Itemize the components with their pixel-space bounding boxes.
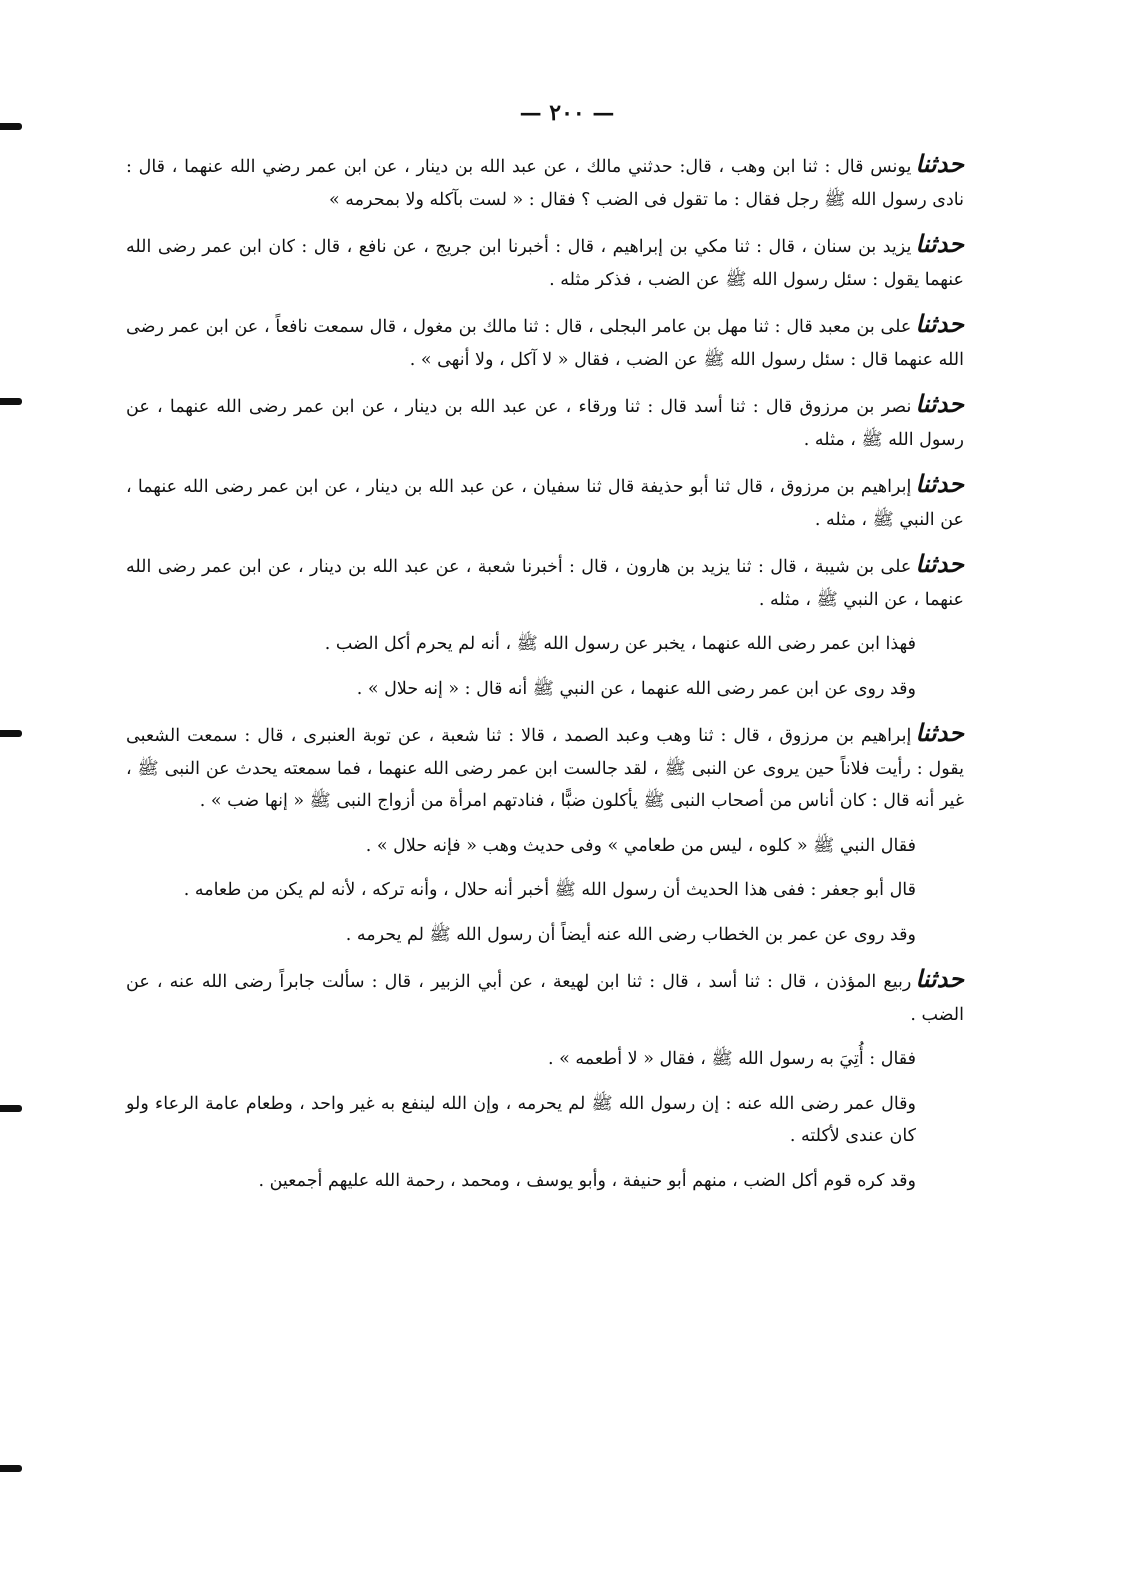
page-body	[126, 148, 964, 1197]
paragraph-text: وقد روى عن عمر بن الخطاب رضى الله عنه أيضاً أن رسول الله ﷺ لم يحرمه .	[345, 924, 916, 945]
lead-word: حدثنا	[915, 389, 964, 418]
hadith-paragraph	[126, 228, 964, 296]
commentary-paragraph	[126, 1165, 964, 1198]
commentary-paragraph	[126, 673, 964, 706]
paragraph-text: على بن معبد قال : ثنا مهل بن عامر البجلى ، قال : ثنا مالك بن مغول ، قال سمعت نافعاً ، عن ابن عمر رضى الله عنهما قال : سئل رسول الله ﷺ عن الضب ، فقال « لا آكل ، ولا أنهى » .	[126, 317, 964, 370]
paragraph-text: نصر بن مرزوق قال : ثنا أسد قال : ثنا ورقاء ، عن عبد الله بن دينار ، عن ابن عمر رضى الله عنهما ، عن رسول الله ﷺ ، مثله .	[126, 397, 964, 450]
commentary-paragraph	[126, 1088, 964, 1153]
commentary-paragraph	[126, 1043, 964, 1076]
commentary-paragraph	[126, 628, 964, 661]
lead-word: حدثنا	[915, 229, 964, 258]
paragraph-text: يزيد بن سنان ، قال : ثنا مكي بن إبراهيم ، قال : أخبرنا ابن جريج ، عن نافع ، قال : كان ابن عمر رضى الله عنهما يقول : سئل رسول الله ﷺ عن الضب ، فذكر مثله .	[126, 237, 964, 290]
margin-scan-mark	[0, 1465, 22, 1472]
page-number: — ٢٠٠ —	[519, 100, 615, 126]
paragraph-text: إبراهيم بن مرزوق ، قال : ثنا وهب وعبد الصمد ، قالا : ثنا شعبة ، عن توبة العنبرى ، قال : سمعت الشعبى يقول : رأيت فلاناً حين يروى عن النبى ﷺ ، لقد جالست ابن عمر رضى الله عنهما ، فما سمعته يحدث عن النبى ﷺ ، غير أنه قال : كان أناس من أصحاب النبى ﷺ يأكلون ضبًّا ، فنادتهم امرأة من أزواج النبى ﷺ « إنها ضب » .	[126, 726, 964, 811]
paragraph-text: وقال عمر رضى الله عنه : إن رسول الله ﷺ لم يحرمه ، وإن الله لينفع به غير واحد ، وطعام عامة الرعاء ولو كان عندى لأكلته .	[126, 1093, 916, 1146]
commentary-paragraph	[126, 874, 964, 907]
paragraph-text: إبراهيم بن مرزوق ، قال ثنا أبو حذيفة قال ثنا سفيان ، عن عبد الله بن دينار ، عن ابن عمر رضى الله عنهما ، عن النبي ﷺ ، مثله .	[126, 477, 964, 530]
paragraph-text: وقد كره قوم أكل الضب ، منهم أبو حنيفة ، وأبو يوسف ، ومحمد ، رحمة الله عليهم أجمعين .	[258, 1170, 916, 1191]
lead-word: حدثنا	[915, 309, 964, 338]
hadith-paragraph	[126, 717, 964, 818]
paragraph-text: قال أبو جعفر : ففى هذا الحديث أن رسول الله ﷺ أخبر أنه حلال ، وأنه تركه ، لأنه لم يكن من طعامه .	[183, 880, 916, 900]
commentary-paragraph	[126, 919, 964, 952]
paragraph-text: فقال النبي ﷺ « كلوه ، ليس من طعامي » وفى حديث وهب « فإنه حلال » .	[365, 835, 916, 856]
paragraph-text: فقال : أُتِيَ به رسول الله ﷺ ، فقال « لا أطعمه » .	[547, 1049, 916, 1069]
hadith-paragraph	[126, 468, 964, 536]
lead-word: حدثنا	[915, 469, 964, 498]
margin-scan-mark	[0, 398, 22, 405]
paragraph-text: وقد روى عن ابن عمر رضى الله عنهما ، عن النبي ﷺ أنه قال : « إنه حلال » .	[356, 678, 916, 699]
hadith-paragraph	[126, 388, 964, 456]
hadith-paragraph	[126, 963, 964, 1031]
hadith-paragraph	[126, 548, 964, 616]
margin-scan-mark	[0, 1105, 22, 1112]
lead-word: حدثنا	[915, 149, 964, 178]
paragraph-text: يونس قال : ثنا ابن وهب ، قال: حدثني مالك ، عن عبد الله بن دينار ، عن ابن عمر رضي الله عنهما ، قال : نادى رسول الله ﷺ رجل فقال : ما تقول فى الضب ؟ فقال : « لست بآكله ولا بمحرمه »	[126, 157, 964, 210]
lead-word: حدثنا	[915, 718, 964, 747]
hadith-paragraph	[126, 148, 964, 216]
commentary-paragraph	[126, 830, 964, 863]
lead-word: حدثنا	[915, 964, 964, 993]
paragraph-text: ربيع المؤذن ، قال : ثنا أسد ، قال : ثنا ابن لهيعة ، عن أبي الزبير ، قال : سألت جابراً رضى الله عنه ، عن الضب .	[126, 972, 964, 1025]
hadith-paragraph	[126, 308, 964, 376]
margin-scan-mark	[0, 730, 22, 737]
lead-word: حدثنا	[915, 549, 964, 578]
paragraph-text: على بن شيبة ، قال : ثنا يزيد بن هارون ، قال : أخبرنا شعبة ، عن عبد الله بن دينار ، عن ابن عمر رضى الله عنهما ، عن النبي ﷺ ، مثله .	[126, 557, 964, 610]
paragraph-text: فهذا ابن عمر رضى الله عنهما ، يخبر عن رسول الله ﷺ ، أنه لم يحرم أكل الضب .	[324, 634, 916, 654]
